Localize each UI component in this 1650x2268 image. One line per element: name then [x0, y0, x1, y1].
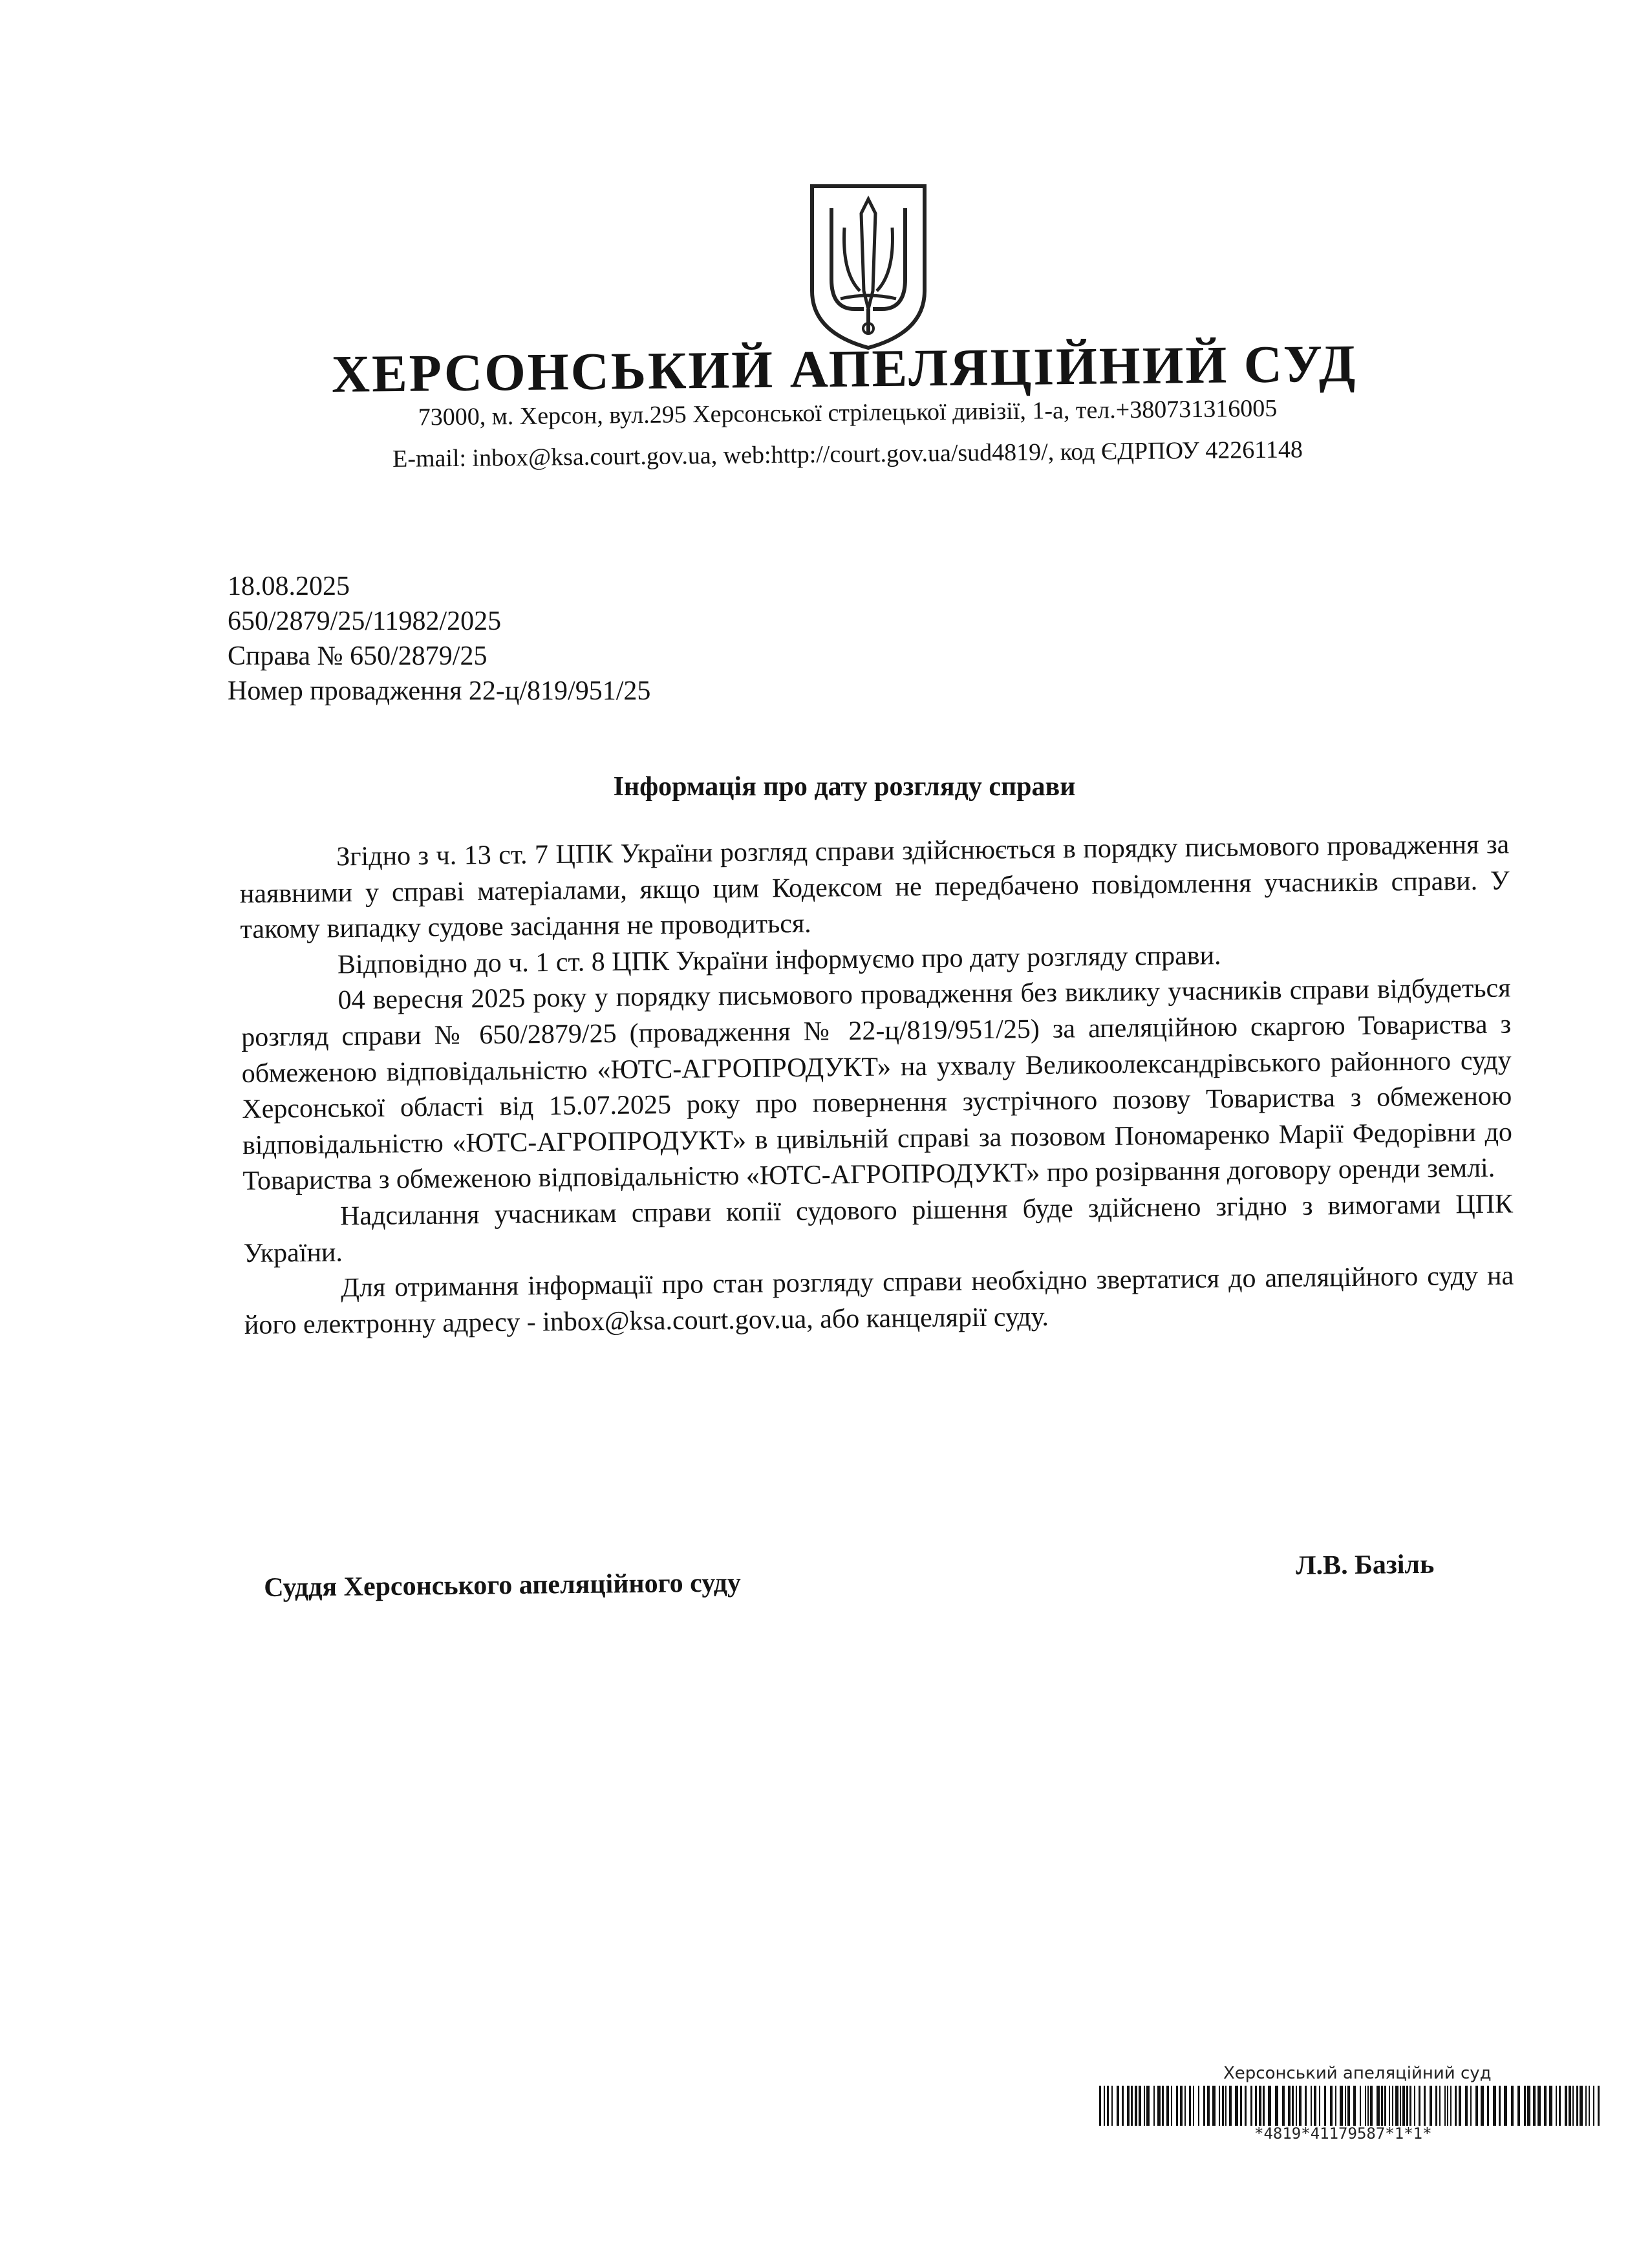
- case-number: Справа № 650/2879/25: [228, 641, 488, 671]
- signer-title: Суддя Херсонського апеляційного суду: [264, 1568, 742, 1603]
- body-paragraph: 04 вересня 2025 року у порядку письмового провадження без виклику учасників справи відбудеться розгляд справи № 650/2879/25 (провадження № 22-ц/819/951/25) за апеляційною скаргою Товариства з обмеженою відповідальністю «ЮТС-АГРОПРОДУКТ» на ухвалу Великоолександрівського районного суду Херсонської області від 15.07.2025 року про повернення зустрічного позову Товариства з обмеженою відповідальністю «ЮТС-АГРОПРОДУКТ» в цивільній справі за позовом Пономаренко Марії Федорівни до Товариства з обмеженою відповідальністю «ЮТС-АГРОПРОДУКТ» про розірвання договору оренди землі.: [241, 973, 1513, 1197]
- court-name: ХЕРСОНСЬКИЙ АПЕЛЯЦІЙНИЙ СУД: [331, 334, 1358, 403]
- body-paragraph: Відповідно до ч. 1 ст. 8 ЦПК України інформуємо про дату розгляду справи.: [337, 940, 1221, 980]
- body-paragraph: Згідно з ч. 13 ст. 7 ЦПК України розгляд справи здійснюється в порядку письмового провадження за наявними у справі матеріалами, якщо цим Кодексом не передбачено повідомлення учасників справи. У такому випадку судове засідання не проводиться.: [239, 829, 1510, 945]
- body-paragraph: Надсилання учасникам справи копії судового рішення буде здійснено згідно з вимогами ЦПК України.: [243, 1189, 1514, 1268]
- stamp-label: Херсонський апеляційний суд: [1223, 2064, 1492, 2083]
- proceeding-number: Номер провадження 22-ц/819/951/25: [228, 676, 651, 706]
- outgoing-number: 650/2879/25/11982/2025: [228, 606, 502, 636]
- document-title: Інформація про дату розгляду справи: [613, 772, 1076, 802]
- court-contacts: E-mail: inbox@ksa.court.gov.ua, web:http://court.gov.ua/sud4819/, код ЄДРПОУ 42261148: [392, 436, 1303, 473]
- court-address: 73000, м. Херсон, вул.295 Херсонської стрілецької дивізії, 1-а, тел.+380731316005: [418, 394, 1278, 431]
- barcode-icon: [1099, 2086, 1603, 2126]
- document-body: [239, 827, 1514, 1343]
- signer-name: Л.В. Базіль: [1296, 1549, 1435, 1581]
- coat-of-arms-icon: [808, 182, 928, 352]
- body-paragraph: Для отримання інформації про стан розгляду справи необхідно звертатися до апеляційного суду на його електронну адресу - inbox@ksa.court.gov.ua, або канцелярії суду.: [244, 1261, 1514, 1340]
- reference-block: [228, 569, 650, 709]
- barcode-number: *4819*41179587*1*1*: [1254, 2124, 1432, 2143]
- document-date: 18.08.2025: [228, 572, 350, 601]
